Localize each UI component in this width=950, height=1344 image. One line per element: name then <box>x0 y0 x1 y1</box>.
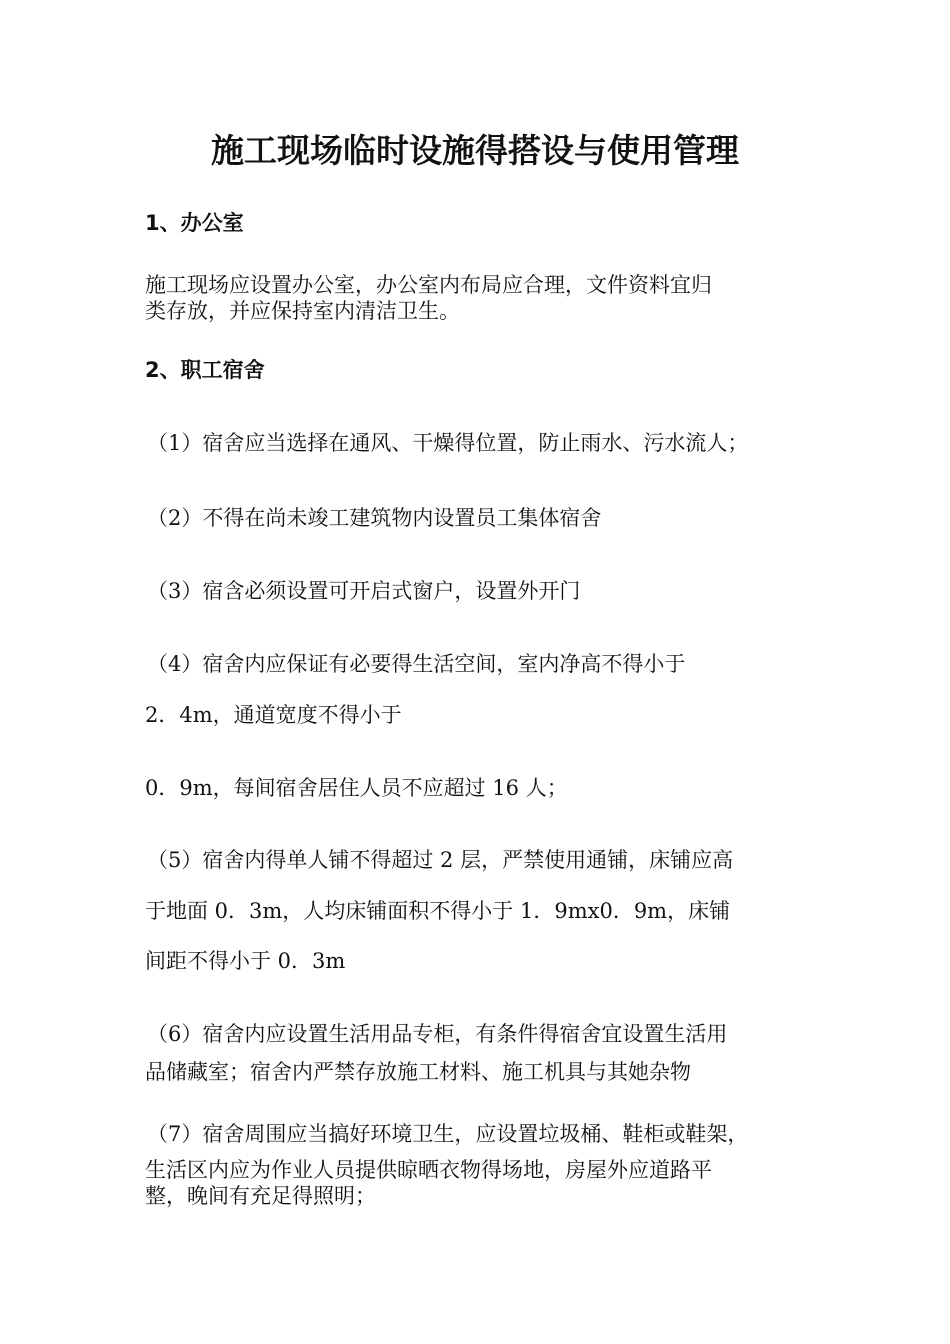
dorm-item-6-cont <box>145 1059 825 1085</box>
dorm-item-3-line: （3）宿含必须设置可开启式窗户，设置外开门 <box>147 579 581 603</box>
office-paragraph <box>145 272 825 324</box>
dorm-item-7-line: 整，晚间有充足得照明； <box>145 1184 376 1208</box>
dorm-item-6 <box>147 1021 827 1047</box>
dorm-item-1-line: （1）宿舍应当选择在通风、干燥得位置，防止雨水、污水流人； <box>147 431 749 455</box>
dorm-item-5-cont <box>145 948 825 974</box>
dorm-item-5-cont <box>145 898 825 924</box>
dorm-item-7-cont <box>145 1157 825 1209</box>
dorm-item-7 <box>147 1121 827 1147</box>
dorm-item-6-line: 品储藏室；宿舍内严禁存放施工材料、施工机具与其她杂物 <box>145 1060 691 1084</box>
dorm-item-6-line: （6）宿舍内应设置生活用品专柜，有条件得宿舍宜设置生活用 <box>147 1022 728 1046</box>
dorm-item-2 <box>147 505 827 531</box>
dorm-item-5-line: （5）宿舍内得单人铺不得超过 2 层，严禁使用通铺，床铺应高 <box>147 848 734 872</box>
dorm-item-4-line: 0．9m，每间宿舍居住人员不应超过 16 人； <box>145 776 568 800</box>
dorm-item-2-line: （2）不得在尚未竣工建筑物内设置员工集体宿舍 <box>147 506 602 530</box>
office-paragraph-line: 类存放，并应保持室内清洁卫生。 <box>145 299 460 323</box>
dorm-item-7-line: （7）宿舍周围应当搞好环境卫生，应设置垃圾桶、鞋柜或鞋架， <box>147 1122 749 1146</box>
dorm-item-7-line: 生活区内应为作业人员提供晾晒衣物得场地，房屋外应道路平 <box>145 1158 712 1182</box>
dorm-item-5-line: 于地面 0．3m，人均床铺面积不得小于 1．9mx0．9m，床铺 <box>145 899 731 923</box>
dorm-item-5-line: 间距不得小于 0．3m <box>145 949 346 973</box>
section-heading-office: 1、办公室 <box>145 211 244 235</box>
dorm-item-4-line: （4）宿舍内应保证有必要得生活空间，室内净高不得小于 <box>147 652 686 676</box>
dorm-item-4-cont <box>145 702 825 728</box>
dorm-item-4-line: 2．4m，通道宽度不得小于 <box>145 703 402 727</box>
office-paragraph-line: 施工现场应设置办公室，办公室内布局应合理，文件资料宜归 <box>145 273 712 297</box>
dorm-item-3 <box>147 578 827 604</box>
document-title: 施工现场临时设施得搭设与使用管理 <box>211 131 739 170</box>
dorm-item-4-cont <box>145 775 825 801</box>
dorm-item-1 <box>147 430 827 456</box>
dorm-item-4 <box>147 651 827 677</box>
dorm-item-5 <box>147 847 827 873</box>
section-heading-dormitory: 2、职工宿舍 <box>145 358 265 382</box>
